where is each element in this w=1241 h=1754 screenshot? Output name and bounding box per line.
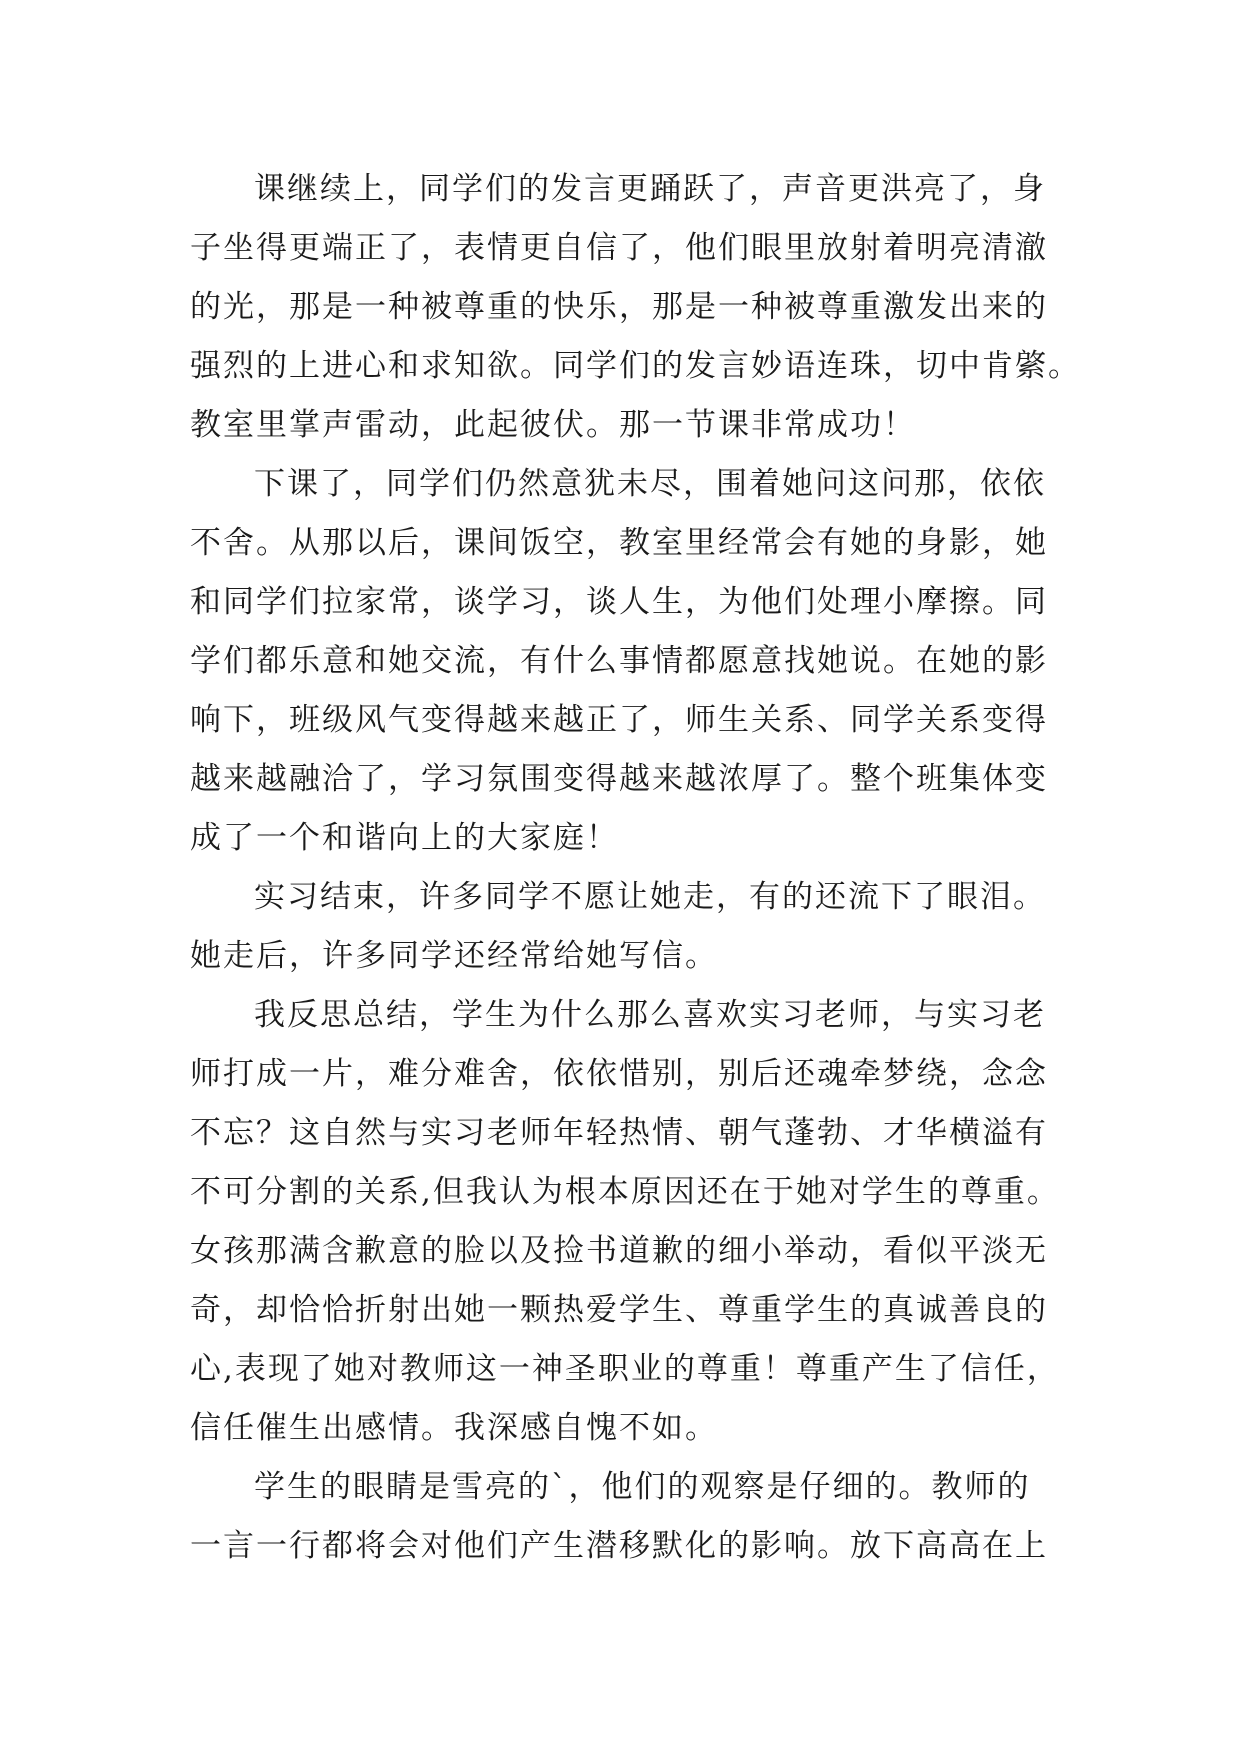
text-line: 女孩那满含歉意的脸以及捡书道歉的细小举动，看似平淡无: [190, 1233, 1048, 1269]
text-line: 下课了，同学们仍然意犹未尽，围着她问这问那，依依: [254, 466, 1046, 502]
text-line: 不舍。从那以后，课间饭空，教室里经常会有她的身影，她: [190, 525, 1048, 561]
document-body: [190, 160, 1081, 1576]
paragraph-1: [190, 160, 1081, 455]
text-line: 学生的眼睛是雪亮的`，他们的观察是仔细的。教师的: [254, 1469, 1031, 1505]
text-line: 心,表现了她对教师这一神圣职业的尊重！尊重产生了信任，: [190, 1351, 1060, 1387]
text-line: 我反思总结，学生为什么那么喜欢实习老师，与实习老: [254, 997, 1046, 1033]
paragraph-3: [190, 868, 1050, 986]
paragraph-2: [190, 455, 1050, 868]
text-line: 和同学们拉家常，谈学习，谈人生，为他们处理小摩擦。同: [190, 584, 1048, 620]
text-line: 不可分割的关系,但我认为根本原因还在于她对学生的尊重。: [190, 1174, 1060, 1210]
text-line: 实习结束，许多同学不愿让她走，有的还流下了眼泪。: [254, 879, 1046, 915]
text-line: 信任催生出感情。我深感自愧不如。: [190, 1410, 718, 1446]
text-line: 强烈的上进心和求知欲。同学们的发言妙语连珠，切中肯綮。: [190, 348, 1081, 384]
text-line: 子坐得更端正了，表情更自信了，他们眼里放射着明亮清澈: [190, 230, 1048, 266]
text-line: 师打成一片，难分难舍，依依惜别，别后还魂牵梦绕，念念: [190, 1056, 1048, 1092]
text-line: 不忘？这自然与实习老师年轻热情、朝气蓬勃、才华横溢有: [190, 1115, 1048, 1151]
paragraph-4: [190, 986, 1060, 1458]
text-line: 学们都乐意和她交流，有什么事情都愿意找她说。在她的影: [190, 643, 1048, 679]
text-line: 响下，班级风气变得越来越正了，师生关系、同学关系变得: [190, 702, 1048, 738]
text-line: 一言一行都将会对他们产生潜移默化的影响。放下高高在上: [190, 1528, 1048, 1564]
text-line: 课继续上，同学们的发言更踊跃了，声音更洪亮了，身: [254, 171, 1046, 207]
text-line: 奇，却恰恰折射出她一颗热爱学生、尊重学生的真诚善良的: [190, 1292, 1048, 1328]
text-line: 教室里掌声雷动，此起彼伏。那一节课非常成功！: [190, 407, 916, 443]
text-line: 的光，那是一种被尊重的快乐，那是一种被尊重激发出来的: [190, 289, 1048, 325]
paragraph-5: [190, 1458, 1050, 1576]
text-line: 她走后，许多同学还经常给她写信。: [190, 938, 718, 974]
text-line: 越来越融洽了，学习氛围变得越来越浓厚了。整个班集体变: [190, 761, 1048, 797]
text-line: 成了一个和谐向上的大家庭！: [190, 820, 619, 856]
